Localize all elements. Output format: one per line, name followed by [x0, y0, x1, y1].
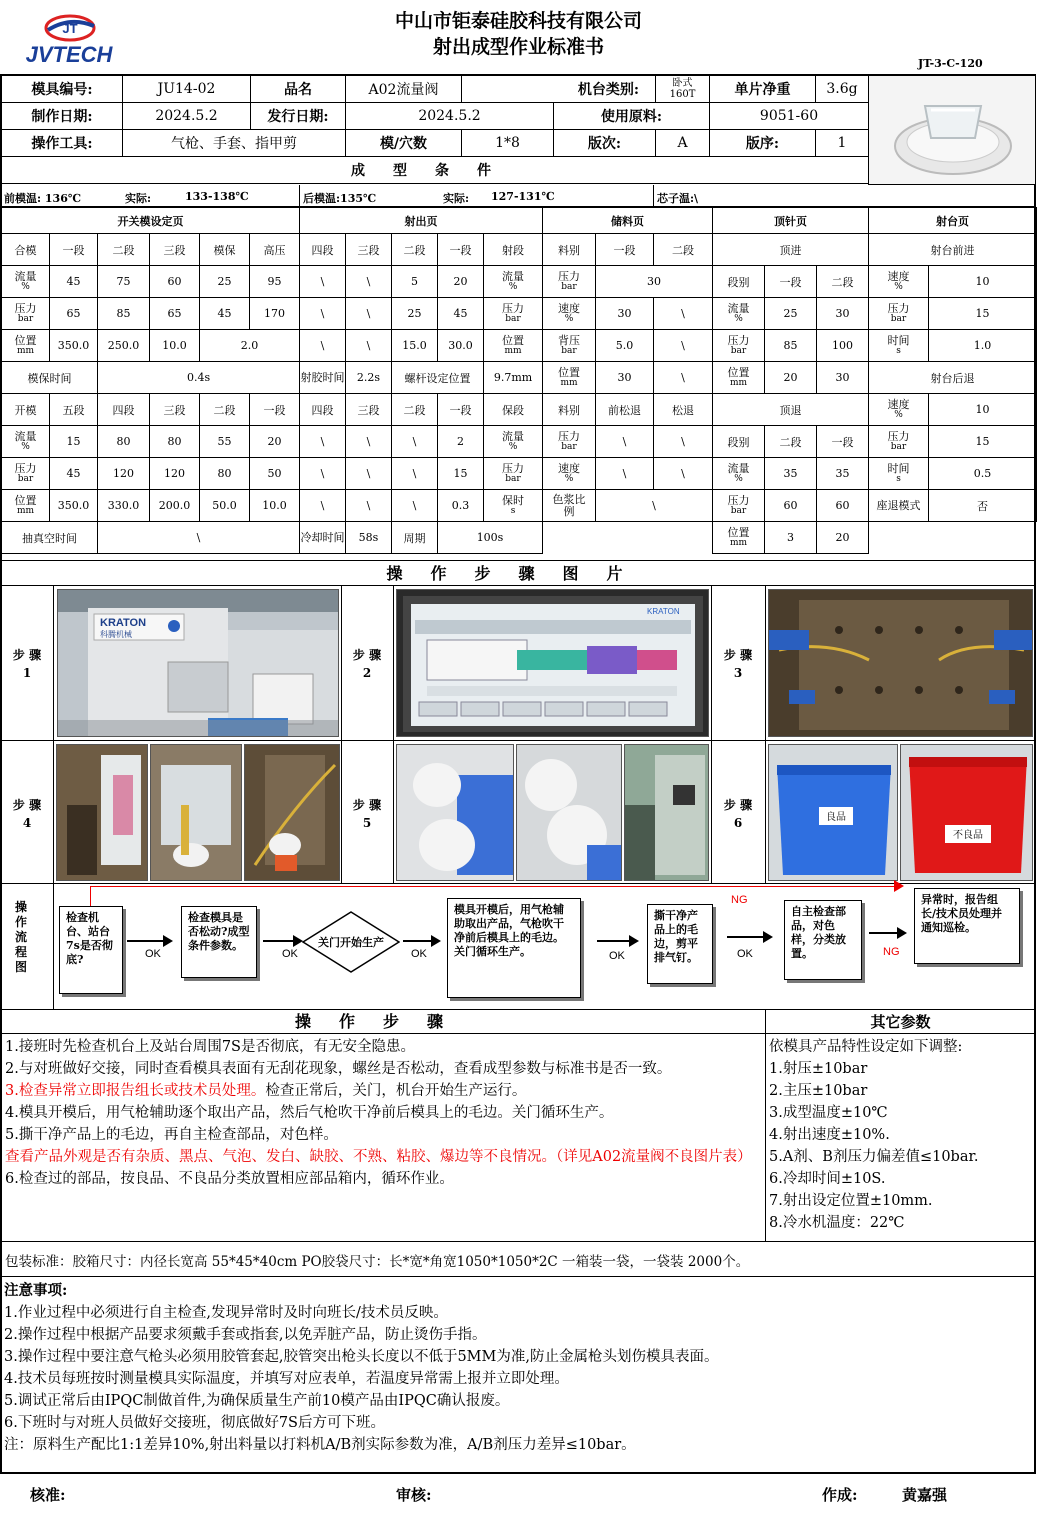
flow-step-check-machine: 检查机台、站台7s是否彻底? [59, 906, 123, 994]
packing-standard: 包装标准：胶箱尺寸：内径长宽高 55*45*40cm PO胶袋尺寸：长*宽*角宽1050*1050*2C 一箱装一袋，一袋装 2000个。 [5, 1254, 750, 1270]
inject-title: 射出页 [300, 208, 543, 234]
col-header: 高压 [250, 234, 300, 266]
hmi-brand: KRATON [647, 607, 680, 616]
clamp-open-row: 位置 mm 350.0 330.0 200.0 50.0 10.0 [2, 490, 300, 522]
charge-row: 位置 mm 30 \ [543, 362, 713, 394]
ops-section [1, 1010, 1036, 1242]
color-ratio-label: 色浆比例 [543, 490, 596, 522]
net-weight-label: 单片净重 [710, 76, 816, 103]
col-header: 三段 [346, 234, 392, 266]
cool-label: 冷却时间 [300, 522, 346, 554]
col-header: 四段 [300, 234, 346, 266]
eject-title: 顶针页 [713, 208, 869, 234]
screw-pos: 9.7mm [484, 362, 543, 394]
ops-line-6: 6.检查过的部品，按良品、不良品分类放置相应部品箱内，循环作业。 [5, 1171, 454, 1187]
nozzle-page [868, 207, 1036, 522]
vacuum-value: \ [98, 522, 300, 554]
machine-type-label: 机台类别: [462, 76, 656, 103]
hold-row: \ \ \ 2 流量 % [300, 426, 543, 458]
clamp-page [1, 207, 299, 554]
material: 9051-60 [710, 103, 869, 130]
author-name: 黄嘉强 [902, 1486, 948, 1504]
document-code: JT-3-C-120 [918, 57, 983, 70]
col-header: 射段 [484, 234, 543, 266]
charge-page: 储料页 料别 一段 二段 压力 bar 30 速度 % 30 \ 背压 bar 5.0 \ 位置 mm 30 \ 料别 前松退 松退 压力 bar \ \ 速度 % \ \ 色浆比例 \ [542, 207, 712, 522]
flow-step-report: 异常时，报告组长/技术员处理并通知巡检。 [914, 888, 1020, 964]
eject-row: 位置 mm 20 30 [713, 362, 869, 394]
step-label-1: 步 骤 1 [12, 648, 42, 680]
col-header: 模保 [200, 234, 250, 266]
step-label-3: 步 骤 3 [723, 648, 753, 680]
col-header: 三段 [150, 234, 200, 266]
step-label-5: 步 骤 5 [352, 798, 382, 830]
nozzle-row: 时间 s 1.0 [869, 330, 1037, 362]
inj-time-label: 射胶时间 [300, 362, 346, 394]
eject-row: 位置 mm 3 20 [713, 522, 869, 554]
hold-time-label: 模保时间 [2, 362, 98, 394]
cycle-label: 周期 [392, 522, 438, 554]
step3-photo [768, 589, 1033, 737]
eject-row: 压力 bar 85 100 [713, 330, 869, 362]
rear-actual-label: 实际: [443, 192, 470, 205]
col-header: 三段 [346, 394, 392, 426]
vacuum-label: 抽真空时间 [2, 522, 98, 554]
made-date: 2024.5.2 [123, 103, 251, 130]
col-header: 四段 [300, 394, 346, 426]
bad-box-photo [900, 744, 1033, 881]
net-weight: 3.6g [816, 76, 869, 103]
front-actual: 133-138℃ [185, 190, 249, 203]
col-header: 三段 [150, 394, 200, 426]
nozzle-row: 速度 % 10 [869, 394, 1037, 426]
charge-row: 速度 % 30 \ [543, 298, 713, 330]
flow-step-check-mold: 检查模具是否松动?成型条件参数。 [181, 906, 257, 978]
nozzle-forward: 射台前进 [869, 234, 1037, 266]
col-header: 二段 [392, 394, 438, 426]
company-name: 中山市钜泰硅胶科技有限公司 [394, 10, 642, 32]
step4-photo-b [150, 744, 242, 881]
material-label: 使用原料: [554, 103, 710, 130]
charge-row: 压力 bar \ \ [543, 426, 713, 458]
cavity-label: 模/穴数 [346, 130, 462, 157]
col-header: 合模 [2, 234, 50, 266]
clamp-close-row: 位置 mm 350.0 250.0 10.0 2.0 [2, 330, 300, 362]
step5-photo-b [516, 744, 622, 881]
hold-row: \ \ \ 0.3 保时 s [300, 490, 543, 522]
ops-line-1: 1.接班时先检查机台上及站台周围7S是否彻底，有无安全隐患。 [5, 1039, 415, 1055]
color-ratio: \ [596, 490, 713, 522]
step5-photo-c [624, 744, 709, 881]
issue-date: 2024.5.2 [346, 103, 554, 130]
eject-forward: 顶进 [713, 234, 869, 266]
version: A [656, 130, 710, 157]
clamp-close-row: 压力 bar 65 85 65 45 170 [2, 298, 300, 330]
ops-line-3: 3.检查异常立即报告组长或技术员处理。检查正常后，关门，机台开始生产运行。 [5, 1083, 527, 1099]
molding-title: 成型条件 [2, 157, 869, 184]
clamp-close-row: 流量 % 45 75 60 25 95 [2, 266, 300, 298]
tools: 气枪、手套、指甲剪 [123, 130, 346, 157]
nozzle-row: 压力 bar 15 [869, 298, 1037, 330]
step-label-4: 步 骤 4 [12, 798, 42, 830]
seq: 1 [816, 130, 869, 157]
notes-section: 注意事项: 1.作业过程中必须进行自主检查,发现异常时及时向班长/技术员反映。 2.操作过程中根据产品要求须戴手套或指套,以免弄脏产品，防止烫伤手指。 3.操作过程中要注意气枪头必须用胶管套起,胶管突出枪头长度以不低于5MM为准,防止金属枪头划伤模具表面。 4.技术员每班按时测量模具实际温度，并填写对应表单，若温度异常需上报并立即处理。 5.调试正常后由IPQC制做首件,为确保质量生产前10模产品由IPQC确认报废。 6.下班时与对班人员做好交接班，彻底做好7S后方可下班。 注：原料生产配比1:1差异10%,射出料量以打料机A/B剂实际参数为准，A/B剂压力差异≤10bar。 [4, 1280, 1032, 1456]
issue-date-label: 发行日期: [251, 103, 346, 130]
screw-label: 螺杆设定位置 [392, 362, 484, 394]
good-box-photo [768, 744, 898, 881]
col-header: 二段 [392, 234, 438, 266]
flow-section: 操作流程图 检查机台、站台7s是否彻底? OK 检查模具是否松动?成型条件参数。 OK 关门开始生产 OK 模具开模后，用气枪辅助取出产品，气枪吹干净前后模具上的毛边。关门循环生产。 OK 撕干净产品上的毛边，剪平排气钉。 OK NG 自主检查部品，对色样，分类放置。 NG 异常时，报告组长/技术员处理并通知巡检。 [1, 884, 1036, 1010]
author-label: 作成: [822, 1486, 858, 1504]
approve-label: 核准: [30, 1486, 66, 1504]
inject-row: \ \ 15.0 30.0 位置 mm [300, 330, 543, 362]
col-header: 一段 [438, 394, 484, 426]
front-actual-label: 实际: [125, 192, 152, 205]
machine-brand-cn: 科腾机械 [100, 630, 132, 639]
step-label-6: 步 骤 6 [723, 798, 753, 830]
review-label: 审核: [396, 1486, 432, 1504]
eject-row: 流量 % 35 35 [713, 458, 869, 490]
inject-page [299, 207, 542, 554]
hold-time: 0.4s [98, 362, 300, 394]
step2-photo [396, 589, 709, 737]
other-title: 其它参数 [765, 1010, 1036, 1034]
product-label: 品名 [251, 76, 346, 103]
inject-row: \ \ 5 20 流量 % [300, 266, 543, 298]
rear-actual: 127-131℃ [491, 190, 555, 203]
temp-row [1, 185, 1036, 207]
ops-line-warning: 查看产品外观是否有杂质、黑点、气泡、发白、缺胶、不熟、粘胶、爆边等不良情况。（详见A02流量阀不良图片表） [5, 1149, 752, 1165]
nozzle-row: 速度 % 10 [869, 266, 1037, 298]
step4-photo-a [56, 744, 148, 881]
col-header: 一段 [438, 234, 484, 266]
ops-line-5: 5.撕干净产品上的毛边，再自主检查部品，对色样。 [5, 1127, 338, 1143]
mold-no-label: 模具编号: [2, 76, 123, 103]
product-photo [868, 75, 1036, 185]
col-header: 四段 [98, 394, 150, 426]
logo-mark: JT [62, 21, 78, 36]
col-header: 二段 [200, 394, 250, 426]
info-table [1, 75, 868, 184]
clamp-title: 开关模设定页 [2, 208, 300, 234]
charge-row: 背压 bar 5.0 \ [543, 330, 713, 362]
svg-text:关门开始生产: 关门开始生产 [318, 936, 384, 949]
ops-title: 操作步骤 [1, 1010, 765, 1034]
cycle-time: 100s [438, 522, 543, 554]
nozzle-row: 时间 s 0.5 [869, 458, 1037, 490]
eject-back: 顶退 [713, 394, 869, 426]
step-label-2: 步 骤 2 [352, 648, 382, 680]
eject-row: 流量 % 25 30 [713, 298, 869, 330]
made-date-label: 制作日期: [2, 103, 123, 130]
nozzle-mode: 否 [929, 490, 1037, 522]
machine-type: 卧式 160T [656, 76, 710, 103]
hold-row: \ \ \ 15 压力 bar [300, 458, 543, 490]
mold-no: JU14-02 [123, 76, 251, 103]
cavity: 1*8 [462, 130, 554, 157]
cool-time: 58s [346, 522, 392, 554]
clamp-open-row: 压力 bar 45 120 120 80 50 [2, 458, 300, 490]
photo-grid [1, 586, 1036, 884]
eject-row: 压力 bar 60 60 [713, 490, 869, 522]
flow-step-trim: 撕干净产品上的毛边，剪平排气钉。 [647, 904, 713, 984]
charge-row: 速度 % \ \ [543, 458, 713, 490]
bad-box-label: 不良品 [953, 830, 983, 841]
ops-line-4: 4.模具开模后，用气枪辅助逐个取出产品，然后气枪吹干净前后模具上的毛边。关门循环生产。 [5, 1105, 614, 1121]
step5-photo-a [396, 744, 514, 881]
rear-mold-temp: 后模温:135℃ [303, 192, 377, 205]
product-name: A02流量阀 [346, 76, 462, 103]
nozzle-back: 射台后退 [869, 362, 1037, 394]
step1-photo [57, 589, 339, 737]
nozzle-title: 射台页 [869, 208, 1037, 234]
front-mold-temp: 前模温: 136℃ [4, 192, 82, 205]
machine-brand: KRATON [100, 617, 147, 629]
nozzle-mode-label: 座退模式 [869, 490, 929, 522]
logo-text: JVTECH [25, 42, 113, 67]
flow-step-open-mold: 模具开模后，用气枪辅助取出产品，气枪吹干净前后模具上的毛边。关门循环生产。 [447, 898, 581, 998]
flow-decision-diamond [302, 911, 400, 973]
ops-list [5, 1036, 761, 1190]
version-label: 版次: [554, 130, 656, 157]
flow-label: 操作流程图 [15, 900, 28, 974]
col-header: 二段 [98, 234, 150, 266]
col-header: 保段 [484, 394, 543, 426]
core-temp: 芯子温:\ [657, 192, 699, 205]
col-header: 五段 [50, 394, 98, 426]
good-box-label: 良品 [826, 812, 846, 823]
col-header: 开模 [2, 394, 50, 426]
clamp-open-row: 流量 % 15 80 80 55 20 [2, 426, 300, 458]
charge-row: 压力 bar 30 [543, 266, 713, 298]
tools-label: 操作工具: [2, 130, 123, 157]
inject-row: \ \ 25 45 压力 bar [300, 298, 543, 330]
charge-title: 储料页 [543, 208, 713, 234]
ops-line-2: 2.与对班做好交接，同时查看模具表面有无刮花现象，螺丝是否松动，查看成型参数与标准书是否一致。 [5, 1061, 672, 1077]
notes-title: 注意事项: [4, 1282, 68, 1299]
col-header: 一段 [50, 234, 98, 266]
inj-time: 2.2s [346, 362, 392, 394]
step4-photo-c [244, 744, 340, 881]
document-title: 射出成型作业标准书 [432, 36, 604, 58]
nozzle-row: 压力 bar 15 [869, 426, 1037, 458]
seq-label: 版序: [710, 130, 816, 157]
col-header: 一段 [250, 394, 300, 426]
photos-title: 操作步骤图片 [1, 560, 1036, 586]
flow-step-self-check: 自主检查部品，对色样，分类放置。 [784, 900, 862, 980]
other-params-list: 依模具产品特性设定如下调整: 1.射压±10bar 2.主压±10bar 3.成型温度±10℃ 4.射出速度±10%. 5.A剂、B剂压力偏差值≤10bar. 6.冷却时间±10S. 7.射出设定位置±10mm. 8.冷水机温度：22℃ [769, 1039, 979, 1231]
eject-page: 顶针页 顶进 段别 一段 二段 流量 % 25 30 压力 bar 85 100 位置 mm 20 30 顶退 段别 二段 一段 流量 % 35 35 压力 bar 60 60 位置 mm 3 20 [712, 207, 868, 554]
